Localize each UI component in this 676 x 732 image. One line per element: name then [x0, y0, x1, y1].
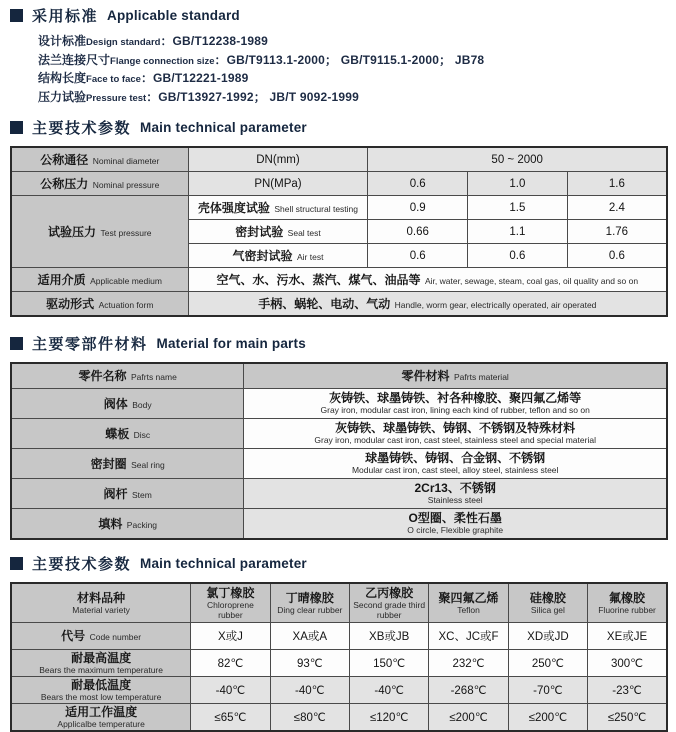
value-cell: -268℃: [429, 677, 508, 704]
value-cell: 1.6: [567, 172, 667, 196]
table-row-applicable-medium: [11, 268, 667, 292]
table-row-disc: [11, 419, 667, 449]
label-en: Bears the maximum temperature: [39, 664, 163, 675]
section-title-zh: 主要技术参数: [32, 120, 132, 137]
standard-line-face-to-face: [38, 70, 668, 89]
medium-label-cell: [11, 268, 188, 292]
standard-label-zh: 法兰连接尺寸: [38, 52, 111, 67]
main-technical-parameter-table: [10, 146, 668, 317]
part-name-cell: [11, 419, 244, 449]
header-en: Ding clear rubber: [277, 604, 343, 615]
part-en: Stem: [132, 489, 152, 500]
table-header-row: [11, 583, 667, 623]
section-title-zh: 主要技术参数: [32, 556, 132, 573]
column-header-fluorine: [588, 583, 667, 623]
header-en: Chloroprene rubber: [207, 599, 254, 620]
standard-value: GB/T9113.1-2000； GB/T9115.1-2000； JB78: [226, 52, 485, 67]
row-label-cell: [11, 623, 191, 650]
section-title-en: Main technical parameter: [140, 556, 307, 571]
colon: ：: [160, 34, 173, 48]
part-en: Body: [132, 399, 152, 410]
part-zh: 填料: [98, 516, 123, 531]
part-name-cell: [11, 479, 244, 509]
row-label-cell: [11, 704, 191, 732]
material-variety-table: [10, 582, 668, 732]
header-zh: 氯丁橡胶: [206, 585, 255, 600]
part-en: Disc: [133, 429, 151, 440]
standard-line-design: [38, 33, 668, 52]
material-zh: 球墨铸铁、铸钢、合金钢、不锈钢: [365, 451, 546, 465]
label-zh: 公称通径: [40, 152, 89, 167]
label-zh: 耐最低温度: [71, 677, 132, 692]
header-en: Material variety: [72, 604, 130, 615]
standard-label-en: Flange connection size: [110, 55, 215, 67]
material-zh: 灰铸铁、球墨铸铁、衬各种橡胶、聚四氟乙烯等: [329, 391, 582, 405]
value-en: Air, water, sewage, steam, coal gas, oil quality and so on: [424, 275, 639, 286]
table-row-body: [11, 389, 667, 419]
label-zh: 驱动形式: [46, 296, 95, 311]
colon: ：: [146, 89, 159, 104]
label-en: Air test: [296, 251, 324, 262]
header-en: Pafrts material: [454, 372, 509, 382]
value-cell: 0.6: [368, 244, 468, 268]
material-en: Gray iron, modular cast iron, cast steel, stainless steel and special material: [314, 435, 596, 445]
value-cell: -40℃: [191, 677, 270, 704]
value-cell: XC、JC或F: [429, 623, 508, 650]
value-cell: ≤65℃: [191, 704, 270, 732]
value-cell: 1.76: [567, 220, 667, 244]
material-zh: 2Cr13、不锈钢: [414, 481, 496, 495]
row-label-cell: [11, 650, 191, 677]
header-zh: 丁晴橡胶: [285, 590, 334, 605]
section-title-en: Applicable standard: [107, 8, 240, 23]
standard-label-en: Design standard: [86, 37, 161, 48]
section-heading-applicable-standard: [10, 5, 668, 26]
table-row-actuation-form: [11, 292, 667, 317]
value-cell: 0.6: [567, 244, 667, 268]
part-material-cell: [244, 509, 667, 540]
value-cell: 1.0: [468, 172, 568, 196]
nominal-diameter-label-cell: [11, 147, 188, 172]
section-title-en: Material for main parts: [156, 336, 306, 351]
value-cell: 300℃: [588, 650, 667, 677]
value-cell: 82℃: [191, 650, 270, 677]
header-zh: 材料品种: [77, 590, 126, 605]
part-name-cell: [11, 449, 244, 479]
section-heading-material-parameter: [10, 553, 668, 574]
label-en: Code number: [89, 632, 142, 642]
value-cell: -40℃: [349, 677, 428, 704]
section-title-zh: 采用标准: [32, 8, 99, 25]
label-en: Applicable medium: [90, 275, 162, 286]
table-row-seal-ring: [11, 449, 667, 479]
column-header-epdm: [349, 583, 428, 623]
value-en: Handle, worm gear, electrically operated, air operated: [394, 299, 597, 310]
actuation-value-cell: [188, 292, 667, 317]
value-cell: XD或JD: [508, 623, 587, 650]
value-cell: 232℃: [429, 650, 508, 677]
label-zh: 气密封试验: [232, 248, 293, 263]
value-zh: 手柄、蜗轮、电动、气动: [258, 296, 391, 311]
part-zh: 蝶板: [105, 426, 130, 441]
material-zh: 灰铸铁、球墨铸铁、铸钢、不锈钢及特殊材料: [335, 421, 576, 435]
label-en: Nominal diameter: [92, 155, 160, 166]
label-en: Actuation form: [98, 299, 154, 310]
part-material-cell: [244, 419, 667, 449]
seal-test-name-cell: [188, 220, 368, 244]
value-cell: XE或JE: [588, 623, 667, 650]
column-header-nitrile: [270, 583, 349, 623]
label-en: Applicalbe temperature: [57, 718, 145, 729]
part-name-cell: [11, 509, 244, 540]
standard-value: GB/T12221-1989: [152, 71, 249, 85]
part-zh: 阀杆: [103, 486, 128, 501]
value-cell: -23℃: [588, 677, 667, 704]
header-en: Second grade third rubber: [353, 599, 426, 620]
table-row-working-temperature: [11, 704, 667, 732]
value-cell: ≤120℃: [349, 704, 428, 732]
part-material-cell: [244, 449, 667, 479]
parts-material-header-cell: [244, 363, 667, 389]
label-zh: 壳体强度试验: [197, 200, 270, 215]
standard-value: GB/T13927-1992； JB/T 9092-1999: [158, 89, 360, 104]
header-en: Pafrts name: [131, 372, 177, 382]
value-cell: XB或JB: [349, 623, 428, 650]
value-cell: 1.1: [468, 220, 568, 244]
value-cell: 0.9: [368, 196, 468, 220]
value-cell: ≤200℃: [429, 704, 508, 732]
value-cell: 2.4: [567, 196, 667, 220]
actuation-label-cell: [11, 292, 188, 317]
header-zh: 乙丙橡胶: [365, 585, 414, 600]
material-en: Modular cast iron, cast steel, alloy steel, stainless steel: [351, 465, 559, 475]
header-zh: 氟橡胶: [609, 590, 646, 605]
material-en: O circle, Flexible graphite: [407, 525, 504, 535]
nominal-pressure-label-cell: [11, 172, 188, 196]
value-cell: 250℃: [508, 650, 587, 677]
test-pressure-label-cell: [11, 196, 188, 268]
header-zh: 零件材料: [401, 369, 450, 383]
material-zh: O型圈、柔性石墨: [408, 511, 502, 525]
section-bullet-icon: [10, 121, 23, 134]
material-en: Stainless steel: [427, 495, 483, 505]
header-en: Teflon: [457, 604, 480, 615]
value-cell: X或J: [191, 623, 270, 650]
value-zh: 空气、水、污水、蒸汽、煤气、油品等: [216, 272, 421, 287]
header-zh: 硅橡胶: [529, 590, 566, 605]
value-cell: ≤250℃: [588, 704, 667, 732]
standard-label-zh: 压力试验: [38, 89, 87, 104]
table-row-min-temperature: [11, 677, 667, 704]
material-variety-corner-cell: [11, 583, 191, 623]
part-name-cell: [11, 389, 244, 419]
label-en: Nominal pressure: [92, 179, 160, 190]
value-cell: -40℃: [270, 677, 349, 704]
value-cell: 0.66: [368, 220, 468, 244]
section-title-en: Main technical parameter: [140, 120, 307, 135]
air-test-name-cell: [188, 244, 368, 268]
label-en: Bears the most low temperature: [40, 691, 162, 702]
label-zh: 适用工作温度: [65, 704, 138, 719]
value-cell: -70℃: [508, 677, 587, 704]
section-heading-material-for-main-parts: [10, 333, 668, 354]
column-header-silica: [508, 583, 587, 623]
section-bullet-icon: [10, 557, 23, 570]
column-header-teflon: [429, 583, 508, 623]
table-row-shell-test: [11, 196, 667, 220]
part-en: Packing: [126, 519, 158, 530]
label-en: Seal test: [287, 227, 321, 238]
table-row-code-number: [11, 623, 667, 650]
table-row-nominal-diameter: [11, 147, 667, 172]
part-material-cell: [244, 479, 667, 509]
standard-label-zh: 设计标准: [38, 34, 87, 48]
value-cell: 0.6: [368, 172, 468, 196]
value-cell: ≤80℃: [270, 704, 349, 732]
label-en: Test pressure: [100, 227, 152, 238]
standard-label-en: Face to face: [86, 74, 141, 85]
value-cell: ≤200℃: [508, 704, 587, 732]
column-header-chloroprene: [191, 583, 270, 623]
label-zh: 试验压力: [48, 224, 97, 239]
section-bullet-icon: [10, 337, 23, 350]
row-label-cell: [11, 677, 191, 704]
table-row-nominal-pressure: [11, 172, 667, 196]
label-zh: 密封试验: [235, 224, 284, 239]
material-en: Gray iron, modular cast iron, lining each kind of rubber, teflon and so on: [320, 405, 590, 415]
standard-line-flange: [38, 52, 668, 71]
medium-value-cell: [188, 268, 667, 292]
table-header-row: [11, 363, 667, 389]
part-en: Seal ring: [131, 459, 165, 470]
section-heading-main-technical-parameter: [10, 117, 668, 138]
standard-label-en: Pressure test: [86, 92, 147, 104]
label-zh: 适用介质: [37, 272, 86, 287]
header-zh: 聚四氟乙烯: [438, 590, 499, 605]
colon: ：: [140, 71, 153, 85]
part-material-cell: [244, 389, 667, 419]
value-cell: 1.5: [468, 196, 568, 220]
section-bullet-icon: [10, 9, 23, 22]
nominal-diameter-value-cell: 50 ~ 2000: [368, 147, 667, 172]
standard-line-pressure-test: [38, 89, 668, 108]
value-cell: XA或A: [270, 623, 349, 650]
standard-value: GB/T12238-1989: [172, 34, 268, 48]
standard-label-zh: 结构长度: [38, 71, 87, 85]
header-zh: 零件名称: [78, 369, 127, 383]
table-row-stem: [11, 479, 667, 509]
label-zh: 代号: [61, 629, 86, 643]
table-row-packing: [11, 509, 667, 540]
value-cell: 93℃: [270, 650, 349, 677]
part-zh: 阀体: [103, 396, 128, 411]
material-for-main-parts-table: [10, 362, 668, 540]
label-en: Shell structural testing: [274, 203, 359, 214]
header-en: Silica gel: [530, 604, 565, 615]
nominal-diameter-param-cell: DN(mm): [188, 147, 368, 172]
table-row-max-temperature: [11, 650, 667, 677]
parts-name-header-cell: [11, 363, 244, 389]
value-cell: 150℃: [349, 650, 428, 677]
shell-test-name-cell: [188, 196, 368, 220]
colon: ：: [214, 52, 227, 67]
standards-list: [38, 33, 668, 107]
header-en: Fluorine rubber: [598, 604, 656, 615]
nominal-pressure-param-cell: PN(MPa): [188, 172, 368, 196]
label-zh: 耐最高温度: [71, 650, 132, 665]
label-zh: 公称压力: [40, 176, 89, 191]
section-title-zh: 主要零部件材料: [32, 336, 148, 353]
part-zh: 密封圈: [90, 456, 127, 471]
value-cell: 0.6: [468, 244, 568, 268]
